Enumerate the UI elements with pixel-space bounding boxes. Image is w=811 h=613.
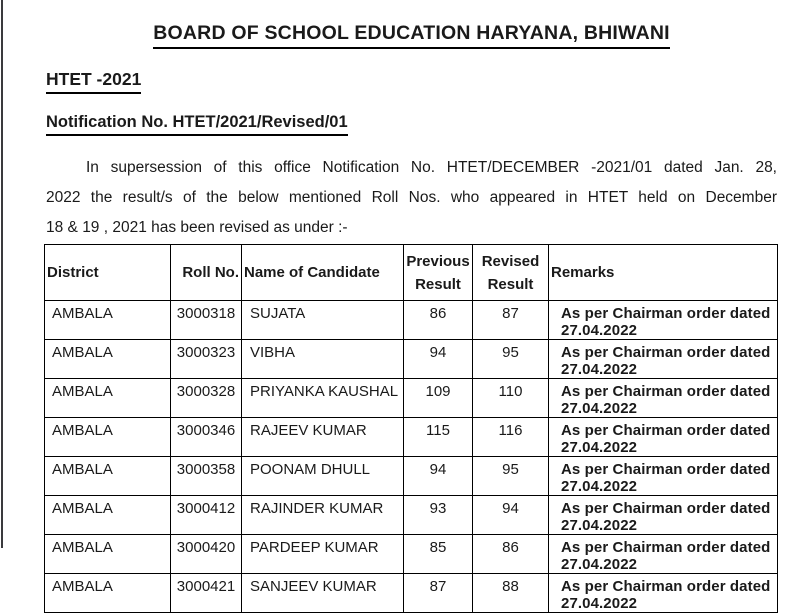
cell-revised-result: 116 (473, 418, 549, 457)
cell-previous-result: 86 (404, 301, 473, 340)
column-header-revised-result: Revised Result (473, 245, 549, 301)
cell-revised-result: 94 (473, 496, 549, 535)
cell-roll-no: 3000323 (171, 340, 242, 379)
cell-name: SANJEEV KUMAR (242, 574, 404, 613)
cell-remarks: As per Chairman order dated 27.04.2022 (549, 574, 778, 613)
cell-roll-no: 3000328 (171, 379, 242, 418)
table-row (45, 379, 778, 418)
table-row (45, 457, 778, 496)
column-header-roll-no: Roll No. (171, 245, 242, 301)
table-row (45, 301, 778, 340)
exam-title: HTET -2021 (46, 67, 141, 94)
document-header (46, 20, 777, 49)
column-header-district: District (45, 245, 171, 301)
column-header-remarks: Remarks (549, 245, 778, 301)
cell-name: SUJATA (242, 301, 404, 340)
cell-previous-result: 115 (404, 418, 473, 457)
intro-line-1: In supersession of this office Notification No. HTET/DECEMBER -2021/01 dated Jan. 28, (86, 159, 777, 176)
cell-previous-result: 85 (404, 535, 473, 574)
page-title: BOARD OF SCHOOL EDUCATION HARYANA, BHIWANI (153, 20, 670, 49)
cell-previous-result: 94 (404, 457, 473, 496)
cell-revised-result: 95 (473, 340, 549, 379)
cell-previous-result: 109 (404, 379, 473, 418)
column-header-name: Name of Candidate (242, 245, 404, 301)
cell-district: AMBALA (45, 379, 171, 418)
cell-district: AMBALA (45, 301, 171, 340)
cell-name: VIBHA (242, 340, 404, 379)
cell-name: PARDEEP KUMAR (242, 535, 404, 574)
table-row (45, 496, 778, 535)
results-table (44, 244, 778, 613)
cell-previous-result: 87 (404, 574, 473, 613)
cell-remarks: As per Chairman order dated 27.04.2022 (549, 457, 778, 496)
cell-revised-result: 86 (473, 535, 549, 574)
cell-remarks: As per Chairman order dated 27.04.2022 (549, 340, 778, 379)
cell-district: AMBALA (45, 418, 171, 457)
notification-number-row (46, 111, 777, 136)
exam-title-row (46, 67, 777, 94)
cell-roll-no: 3000420 (171, 535, 242, 574)
cell-roll-no: 3000421 (171, 574, 242, 613)
cell-remarks: As per Chairman order dated 27.04.2022 (549, 301, 778, 340)
cell-remarks: As per Chairman order dated 27.04.2022 (549, 418, 778, 457)
cell-district: AMBALA (45, 535, 171, 574)
cell-remarks: As per Chairman order dated 27.04.2022 (549, 496, 778, 535)
cell-revised-result: 87 (473, 301, 549, 340)
notification-number: Notification No. HTET/2021/Revised/01 (46, 111, 348, 136)
table-row (45, 535, 778, 574)
column-header-previous-result: Previous Result (404, 245, 473, 301)
header-row (45, 245, 778, 301)
intro-paragraph (46, 153, 777, 243)
cell-district: AMBALA (45, 457, 171, 496)
table-row (45, 340, 778, 379)
cell-revised-result: 95 (473, 457, 549, 496)
cell-name: PRIYANKA KAUSHAL (242, 379, 404, 418)
cell-roll-no: 3000412 (171, 496, 242, 535)
cell-district: AMBALA (45, 574, 171, 613)
cell-remarks: As per Chairman order dated 27.04.2022 (549, 379, 778, 418)
intro-line-2: 2022 the result/s of the below mentioned Roll Nos. who appeared in HTET held on December (46, 189, 777, 206)
cell-previous-result: 93 (404, 496, 473, 535)
table-row (45, 418, 778, 457)
cell-revised-result: 110 (473, 379, 549, 418)
cell-name: RAJEEV KUMAR (242, 418, 404, 457)
cell-roll-no: 3000358 (171, 457, 242, 496)
cell-district: AMBALA (45, 340, 171, 379)
table-row (45, 574, 778, 613)
cell-district: AMBALA (45, 496, 171, 535)
cell-previous-result: 94 (404, 340, 473, 379)
cell-name: RAJINDER KUMAR (242, 496, 404, 535)
cell-roll-no: 3000346 (171, 418, 242, 457)
results-table-header (45, 245, 778, 301)
intro-line-3: 18 & 19 , 2021 has been revised as under :- (46, 219, 348, 236)
cell-roll-no: 3000318 (171, 301, 242, 340)
results-table-body (45, 301, 778, 613)
cell-name: POONAM DHULL (242, 457, 404, 496)
cell-remarks: As per Chairman order dated 27.04.2022 (549, 535, 778, 574)
cell-revised-result: 88 (473, 574, 549, 613)
